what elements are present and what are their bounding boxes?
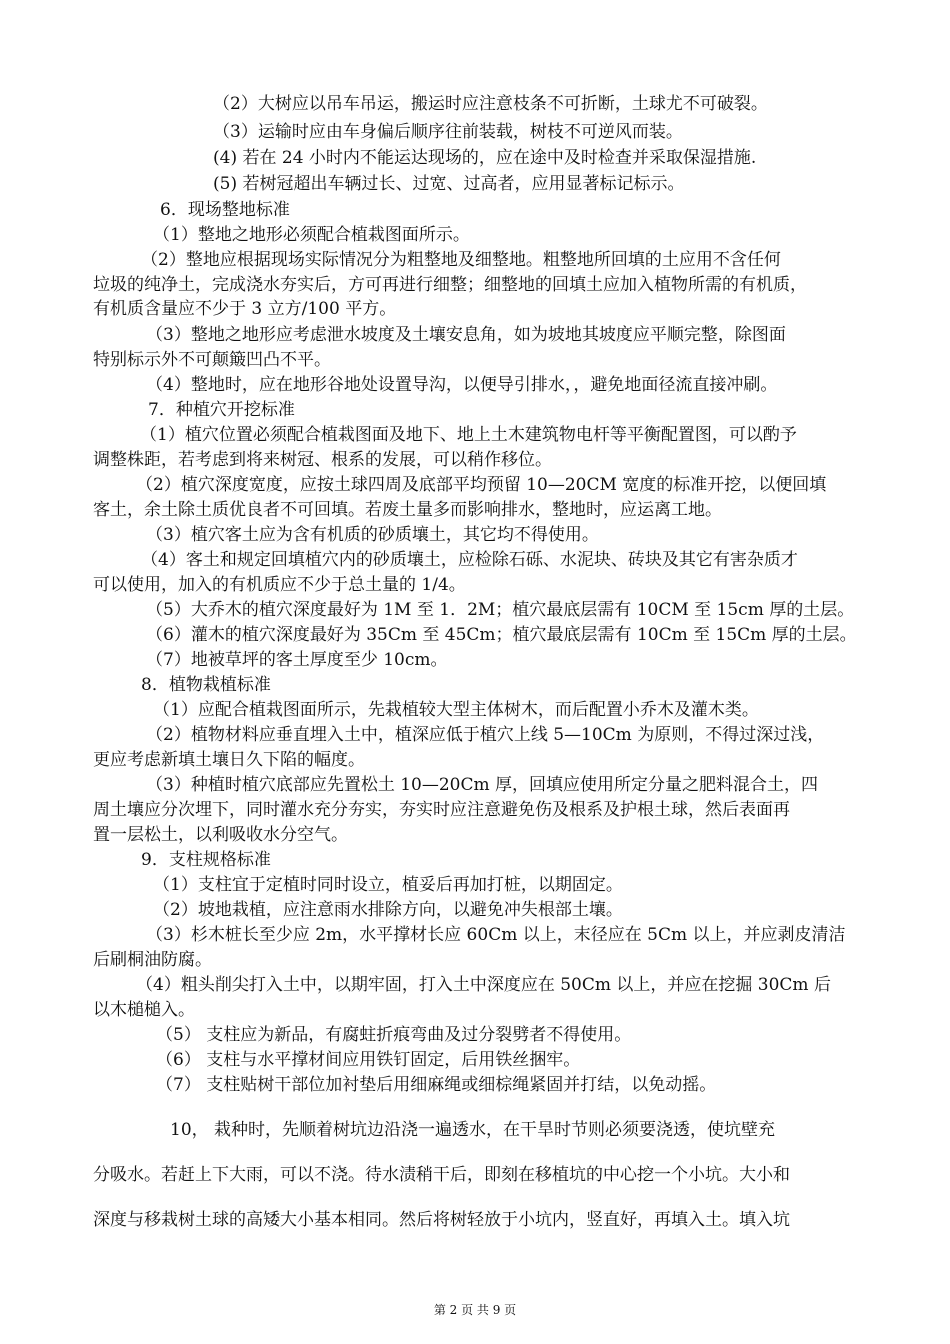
text-line: 置一层松土，以利吸收水分空气。 [93, 825, 348, 845]
text-line: 垃圾的纯净土，完成浇水夯实后，方可再进行细整；细整地的回填土应加入植物所需的有机质， [93, 275, 807, 295]
text-line: 更应考虑新填土壤日久下陷的幅度。 [93, 750, 365, 770]
text-line: 有机质含量应不少于 3 立方/100 平方。 [93, 299, 397, 319]
text-line: （2）植穴深度宽度，应按土球四周及底部平均预留 10—20CM 宽度的标准开挖，以便回填 [136, 475, 827, 495]
text-line: （1）应配合植栽图面所示，先栽植较大型主体树木，而后配置小乔木及灌木类。 [153, 700, 759, 720]
text-line: （1）植穴位置必须配合植栽图面及地下、地上土木建筑物电杆等平衡配置图，可以酌予 [140, 425, 797, 445]
text-line: （5）大乔木的植穴深度最好为 1M 至 1．2M；植穴最底层需有 10CM 至 15cm 厚的土层。 [146, 600, 855, 620]
text-line: （1）整地之地形必须配合植栽图面所示。 [153, 225, 470, 245]
text-line: （7）地被草坪的客土厚度至少 10cm。 [146, 650, 448, 670]
text-line: （3）整地之地形应考虑泄水坡度及土壤安息角，如为坡地其坡度应平顺完整，除图面 [146, 325, 786, 345]
text-line: （4）客土和规定回填植穴内的砂质壤土，应检除石砾、水泥块、砖块及其它有害杂质才 [141, 550, 798, 570]
text-line: 10， 栽种时，先顺着树坑边沿浇一遍透水，在干旱时节则必须要浇透，使坑壁充 [170, 1120, 776, 1140]
text-line: 特别标示外不可颠簸凹凸不平。 [93, 350, 331, 370]
text-line: 后刷桐油防腐。 [93, 950, 212, 970]
text-line: （2）整地应根据现场实际情况分为粗整地及细整地。粗整地所回填的土应用不含任何 [141, 250, 781, 270]
text-line: 深度与移栽树土球的高矮大小基本相同。然后将树轻放于小坑内，竖直好，再填入土。填入坑 [93, 1210, 790, 1230]
text-line: （3）运输时应由车身偏后顺序往前装载，树枝不可逆风而装。 [213, 122, 683, 142]
text-line: （6） 支柱与水平撑材间应用铁钉固定，后用铁丝捆牢。 [156, 1050, 581, 1070]
text-line: 可以使用，加入的有机质应不少于总土量的 1/4。 [93, 575, 466, 595]
text-line: （4）粗头削尖打入土中，以期牢固，打入土中深度应在 50Cm 以上，并应在挖掘 30Cm 后 [136, 975, 831, 995]
section-heading: 9．支柱规格标准 [141, 850, 271, 870]
text-line: （2）大树应以吊车吊运，搬运时应注意枝条不可折断，土球尤不可破裂。 [213, 94, 768, 114]
text-line: （3）杉木桩长至少应 2m，水平撑材长应 60Cm 以上，末径应在 5Cm 以上，并应剥皮清洁 [146, 925, 846, 945]
text-line: （7） 支柱贴树干部位加衬垫后用细麻绳或细棕绳紧固并打结，以免动摇。 [156, 1075, 717, 1095]
text-line: (5) 若树冠超出车辆过长、过宽、过高者，应用显著标记标示。 [213, 174, 685, 194]
text-line: （6）灌木的植穴深度最好为 35Cm 至 45Cm；植穴最底层需有 10Cm 至 15Cm 厚的土层。 [146, 625, 857, 645]
text-line: （2）植物材料应垂直埋入土中，植深应低于植穴上线 5—10Cm 为原则，不得过深过浅， [146, 725, 825, 745]
section-heading: 8．植物栽植标准 [141, 675, 271, 695]
text-line: 调整株距，若考虑到将来树冠、根系的发展，可以稍作移位。 [93, 450, 552, 470]
text-line: 客土，余土除土质优良者不可回填。若废土量多而影响排水，整地时，应运离工地。 [93, 500, 722, 520]
text-line: 以木槌槌入。 [93, 1000, 195, 1020]
text-line: （5） 支柱应为新品，有腐蛀折痕弯曲及过分裂劈者不得使用。 [156, 1025, 632, 1045]
text-line: （2）坡地栽植，应注意雨水排除方向，以避免冲失根部土壤。 [153, 900, 623, 920]
text-line: (4) 若在 24 小时内不能运达现场的，应在途中及时检查并采取保湿措施. [213, 148, 757, 168]
text-line: （1）支柱宜于定植时同时设立，植妥后再加打桩，以期固定。 [153, 875, 623, 895]
text-line: （4）整地时，应在地形谷地处设置导沟，以便导引排水，，避免地面径流直接冲刷。 [146, 375, 778, 395]
text-line: 分吸水。若赶上下大雨，可以不浇。待水渍稍干后，即刻在移植坑的中心挖一个小坑。大小和 [93, 1165, 790, 1185]
page-footer: 第 2 页 共 9 页 [433, 1303, 517, 1317]
section-heading: 6．现场整地标准 [160, 200, 290, 220]
text-line: （3）植穴客土应为含有机质的砂质壤土，其它均不得使用。 [146, 525, 599, 545]
text-line: （3）种植时植穴底部应先置松土 10—20Cm 厚，回填应使用所定分量之肥料混合土，四 [146, 775, 819, 795]
section-heading: 7．种植穴开挖标准 [148, 400, 295, 420]
text-line: 周土壤应分次埋下，同时灌水充分夯实，夯实时应注意避免伤及根系及护根土球，然后表面再 [93, 800, 790, 820]
